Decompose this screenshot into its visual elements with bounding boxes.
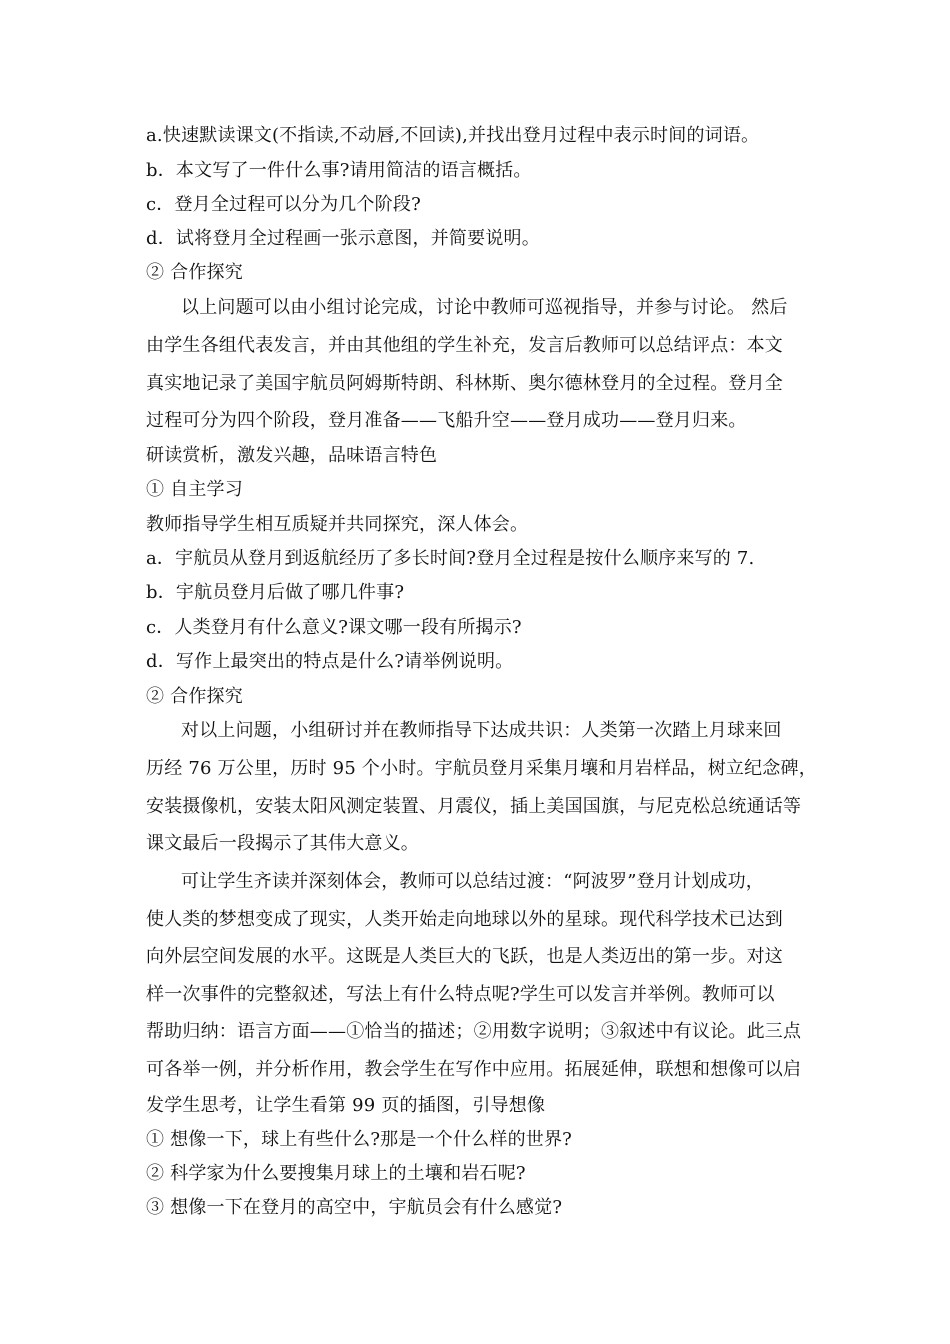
text-line: a．宇航员从登月到返航经历了多长时间?登月全过程是按什么顺序来写的 7. (146, 548, 755, 569)
list-item: ③ 想像一下在登月的高空中，宇航员会有什么感觉? (146, 1197, 563, 1218)
text-line: c．登月全过程可以分为几个阶段? (146, 194, 421, 215)
text-line: 向外层空间发展的水平。这既是人类巨大的飞跃，也是人类迈出的第一步。对这 (146, 946, 783, 967)
section-heading: ② 合作探究 (146, 262, 243, 283)
list-item: ② 科学家为什么要搜集月球上的土壤和岩石呢? (146, 1163, 526, 1184)
section-heading: ② 合作探究 (146, 686, 243, 707)
section-heading: 研读赏析，激发兴趣，品味语言特色 (146, 445, 438, 466)
text-line: c．人类登月有什么意义?课文哪一段有所揭示? (146, 617, 522, 638)
text-line: b．宇航员登月后做了哪几件事? (146, 582, 405, 603)
text-line: 真实地记录了美国宇航员阿姆斯特朗、科林斯、奥尔德林登月的全过程。登月全 (146, 373, 783, 394)
text-line: 样一次事件的完整叙述，写法上有什么特点呢?学生可以发言并举例。教师可以 (146, 984, 775, 1005)
text-line: 使人类的梦想变成了现实，人类开始走向地球以外的星球。现代科学技术已达到 (146, 909, 783, 930)
text-line: 发学生思考，让学生看第 99 页的插图，引导想像 (146, 1095, 546, 1116)
text-line: d．试将登月全过程画一张示意图，并简要说明。 (146, 228, 540, 249)
text-line: 教师指导学生相互质疑并共同探究，深人体会。 (146, 514, 529, 535)
text-line: 可让学生齐读并深刻体会，教师可以总结过渡：“阿波罗”登月计划成功， (181, 871, 765, 892)
text-line: 由学生各组代表发言，并由其他组的学生补充，发言后教师可以总结评点：本文 (146, 335, 783, 356)
text-line: 课文最后一段揭示了其伟大意义。 (146, 833, 419, 854)
text-line: 过程可分为四个阶段，登月准备——飞船升空——登月成功——登月归来。 (146, 410, 747, 431)
text-line: 对以上问题，小组研讨并在教师指导下达成共识：人类第一次踏上月球来回 (181, 720, 782, 741)
list-item: ① 想像一下，球上有些什么?那是一个什么样的世界? (146, 1129, 573, 1150)
text-line: 以上问题可以由小组讨论完成，讨论中教师可巡视指导，并参与讨论。 然后 (181, 297, 788, 318)
section-heading: ① 自主学习 (146, 479, 243, 500)
text-line: 历经 76 万公里，历时 95 个小时。宇航员登月采集月壤和月岩样品，树立纪念碑， (146, 758, 817, 779)
text-line: d．写作上最突出的特点是什么?请举例说明。 (146, 651, 514, 672)
text-line: b．本文写了一件什么事?请用简洁的语言概括。 (146, 160, 532, 181)
text-line: 可各举一例，并分析作用，教会学生在写作中应用。拓展延伸，联想和想像可以启 (146, 1059, 802, 1080)
text-line: 安装摄像机，安装太阳风测定装置、月震仪，插上美国国旗，与尼克松总统通话等 (146, 796, 802, 817)
text-line: 帮助归纳：语言方面——①恰当的描述；②用数字说明；③叙述中有议论。此三点 (146, 1021, 802, 1042)
text-line: a.快速默读课文(不指读,不动唇,不回读),并找出登月过程中表示时间的词语。 (146, 125, 760, 146)
